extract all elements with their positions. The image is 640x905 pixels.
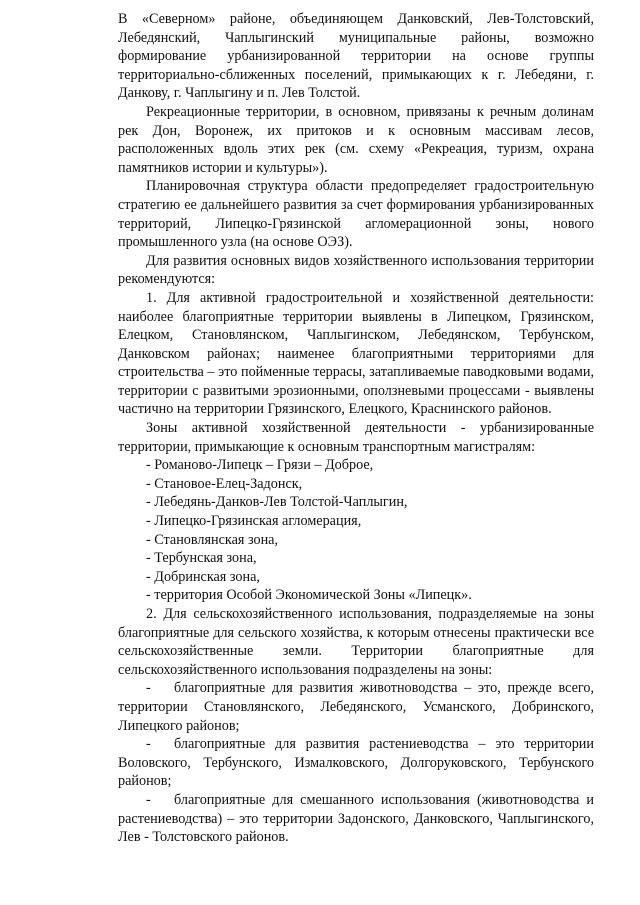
list-item: - Тербунская зона, [146,550,257,567]
paragraph-agri-intro [118,605,594,679]
zones-list [118,456,594,605]
list-item [118,735,594,791]
agri-zones-list [118,679,594,846]
paragraph-recreation [118,103,594,177]
paragraph-text: 2. Для сельскохозяйственного использования, подразделяемые на зоны благоприятные для сельского хозяйства, к которым отнесены практически все сельскохозяйственные земли. Территории благоприятные для сельскохозяйственного использования подразделены на зоны: [118,606,594,678]
paragraph-recommendations-intro [118,252,594,289]
paragraph-text: Рекреационные территории, в основном, привязаны к речным долинам рек Дон, Воронеж, их притоков и к основным массивам лесов, расположенных вдоль этих рек (см. схему «Рекреация, туризм, охрана памятников истории и культуры»). [118,103,594,176]
list-item: - Лебедянь-Данков-Лев Толстой-Чаплыгин, [146,494,408,511]
paragraph-urban-activity [118,289,594,419]
list-dash: - [146,736,151,753]
paragraph-text: Зоны активной хозяйственной деятельности - урбанизированные территории, примыкающие к основным транспортным магистралям: [118,420,594,455]
list-item: - Романово-Липецк – Грязи – Доброе, [146,457,374,474]
paragraph-text: Для развития основных видов хозяйственного использования территории рекомендуются: [118,252,594,288]
paragraph-north-district [118,10,594,103]
list-item: - Добринская зона, [146,568,260,585]
paragraph-text: 1. Для активной градостроительной и хозяйственной деятельности: наиболее благоприятные территории выявлены в Липецком, Грязинском, Елецком, Становлянском, Чаплыгинском, Лебедянском, Тербунском, Данковском районах; наименее благоприятными территориями для строительства – это пойменные террасы, затапливаемые паводковыми водами, территории с развитыми эрозионными, оползневыми процессами - выявлены частично на территории Грязинского, Елецкого, Краснинского районов. [118,289,594,418]
paragraph-active-zones [118,419,594,456]
list-item [118,679,594,735]
list-item: - Липецко-Грязинская агломерация, [146,513,362,530]
list-item-text: благоприятные для смешанного использования (животноводства и растениеводства) – это территории Задонского, Данковского, Чаплыгинского, Лев - Толстовского районов. [118,791,594,846]
list-item-text: благоприятные для развития животноводства – это, прежде всего, территории Становлянского, Лебедянского, Усманского, Добринского, Липецкого районов; [118,680,594,734]
paragraph-planning-structure [118,177,594,251]
list-dash: - [146,791,151,808]
list-item: - территория Особой Экономической Зоны «Липецк». [146,587,472,604]
list-item: - Становое-Елец-Задонск, [146,475,303,492]
list-item [118,791,594,847]
list-dash: - [146,680,151,697]
paragraph-text: Планировочная структура области предопределяет градостроительную стратегию ее дальнейшего развития за счет формирования урбанизированных территорий, Липецко-Грязинской агломерационной зоны, нового промышленного узла (на основе ОЭЗ). [118,178,594,251]
paragraph-text: В «Северном» районе, объединяющем Данковский, Лев-Толстовский, Лебедянский, Чаплыгинский муниципальные районы, возможно формирование урбанизированной территории на основе группы территориально-сближенных поселений, примыкающих к г. Лебедяни, г. Данкову, г. Чаплыгину и п. Лев Толстой. [118,11,594,102]
list-item: - Становлянская зона, [146,531,279,548]
list-item-text: благоприятные для развития растениеводства – это территории Воловского, Тербунского, Измалковского, Долгоруковского, Тербунского районов; [118,736,594,790]
document-page [118,10,594,847]
